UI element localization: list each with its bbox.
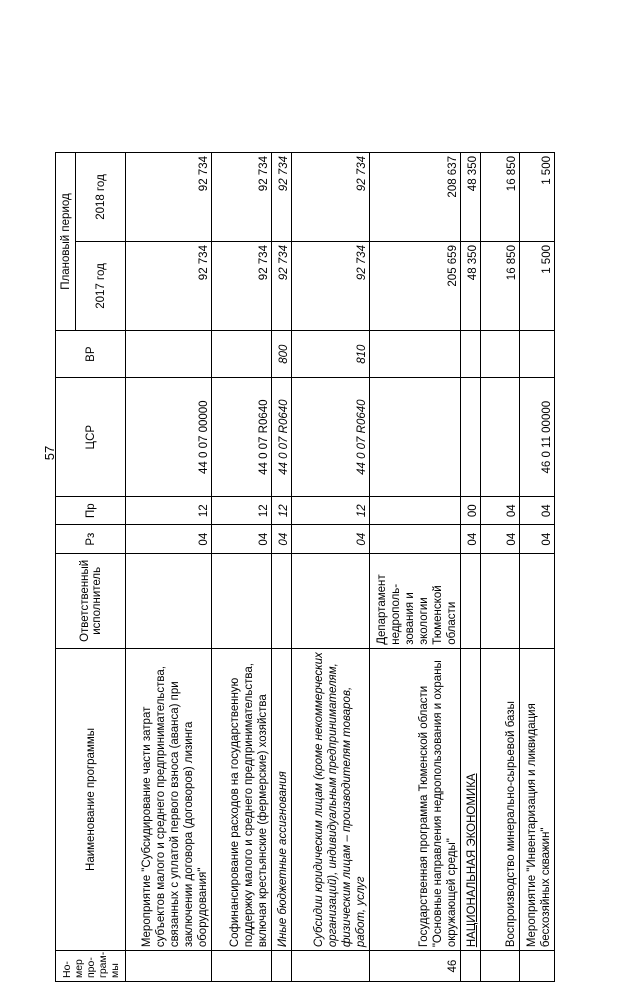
header-name: Наименование программы — [56, 648, 126, 950]
row-name: Мероприятие "Инвентаризация и ликвидация бесхозяйных скважин" — [520, 648, 555, 950]
row-name: Иные бюджетные ассигнования — [271, 648, 292, 950]
table-row: Иные бюджетные ассигнования 04 12 44 0 07 R0640 800 92 734 92 734 — [271, 153, 292, 982]
header-num: Но-мер про-грам-мы — [56, 951, 126, 982]
table-row: Софинансирование расходов на государственную поддержку малого и среднего предпринимательства, включая крестьянские (фермерские) хозяйства 04 12 44 0 07 R0640 92 734 92 734 — [212, 153, 272, 982]
table-row: Воспроизводство минерально-сырьевой базы 04 04 16 850 16 850 — [481, 153, 520, 982]
row-executor: Департамент недрополь-зования и экологии Тюменской области — [370, 553, 460, 648]
header-rz: Рз — [56, 525, 126, 553]
row-name: НАЦИОНАЛЬНАЯ ЭКОНОМИКА — [460, 648, 481, 950]
row-name: Государственная программа Тюменской области "Основные направления недропользования и охраны окружающей среды" — [370, 648, 460, 950]
row-name: Софинансирование расходов на государственную поддержку малого и среднего предпринимательства, включая крестьянские (фермерские) хозяйства — [212, 648, 272, 950]
row-name: Мероприятие "Субсидирование части затрат субъектов малого и среднего предпринимательства, связанных с уплатой первого взноса (аванса) при заключении договора (договоров) лизинга оборудования" — [126, 648, 212, 950]
budget-table-rotated — [55, 152, 555, 982]
header-plan-period: Плановый период — [56, 153, 76, 331]
table-row: Субсидии юридическим лицам (кроме некоммерческих организаций), индивидуальным предпринимателям, физическим лицам – производителям товаров, работ, услуг 04 12 44 0 07 R0640 810 92 734 92 734 — [292, 153, 370, 982]
table-row: 46 Государственная программа Тюменской области "Основные направления недропользования и охраны окружающей среды" Департамент недрополь-зования и экологии Тюменской области 205 659 208 637 — [370, 153, 460, 982]
row-name: Субсидии юридическим лицам (кроме некоммерческих организаций), индивидуальным предпринимателям, физическим лицам – производителям товаров, работ, услуг — [292, 648, 370, 950]
header-executor: Ответственный исполнитель — [56, 553, 126, 648]
program-number: 46 — [370, 951, 460, 982]
header-2017: 2017 год — [76, 242, 126, 331]
table-row: Мероприятие "Инвентаризация и ликвидация бесхозяйных скважин" 04 04 46 0 11 00000 1 500 1 500 — [520, 153, 555, 982]
header-2018: 2018 год — [76, 153, 126, 242]
page-number: 57 — [42, 445, 57, 461]
budget-table — [55, 152, 555, 982]
header-vr: ВР — [56, 330, 126, 377]
header-csr: ЦСР — [56, 378, 126, 497]
table-row: Мероприятие "Субсидирование части затрат субъектов малого и среднего предпринимательства, связанных с уплатой первого взноса (аванса) при заключении договора (договоров) лизинга оборудования" 04 12 44 0 07 00000 92 734 92 734 — [126, 153, 212, 982]
table-row: НАЦИОНАЛЬНАЯ ЭКОНОМИКА 04 00 48 350 48 350 — [460, 153, 481, 982]
row-name: Воспроизводство минерально-сырьевой базы — [481, 648, 520, 950]
header-pr: Пр — [56, 496, 126, 524]
